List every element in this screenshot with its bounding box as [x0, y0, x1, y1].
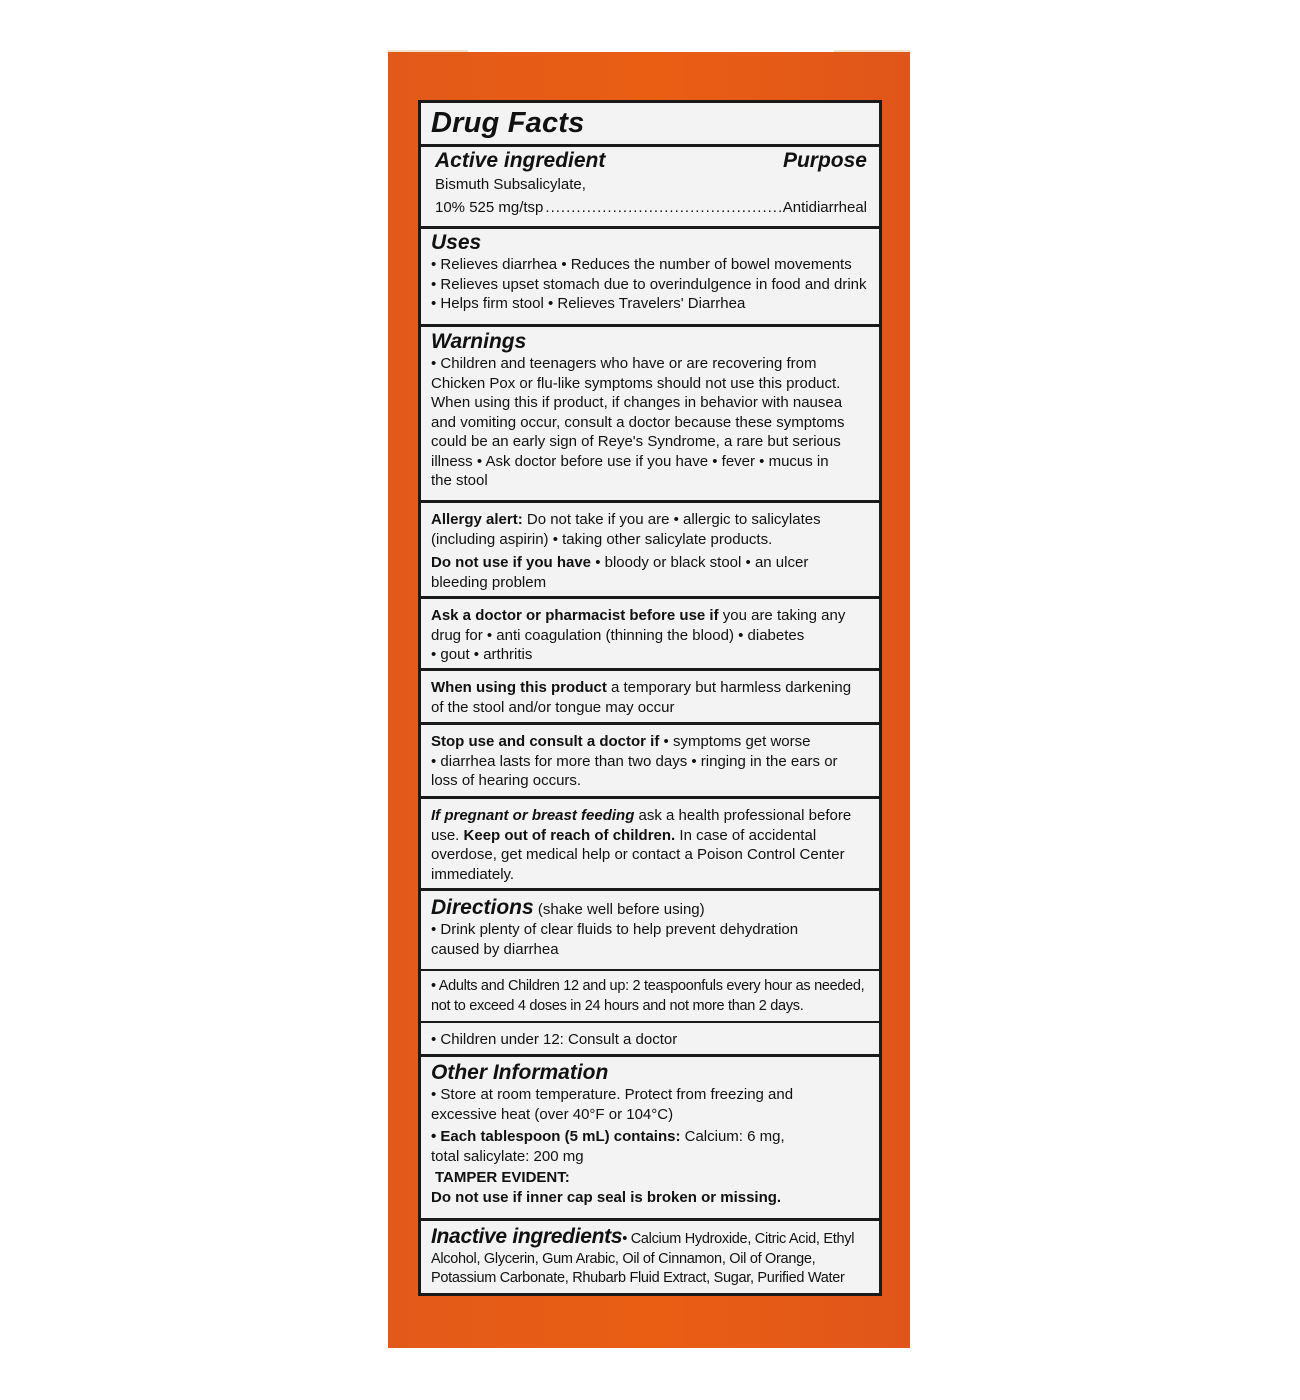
- warnings-line: Chicken Pox or flu-like symptoms should not use this product.: [431, 374, 841, 392]
- do-not-use-label: Do not use if you have: [431, 554, 592, 571]
- adults-dosage: • Adults and Children 12 and up: 2 teaspoonfuls every hour as needed,: [431, 978, 865, 994]
- uses-line: • Relieves diarrhea • Reduces the number of bowel movements: [431, 256, 852, 273]
- ask-doctor-text: • gout • arthritis: [431, 646, 533, 663]
- pregnant-text: overdose, get medical help or contact a Poison Control Center: [431, 846, 845, 863]
- purpose-heading: Purpose: [782, 149, 867, 172]
- children-dosage: • Children under 12: Consult a doctor: [431, 1031, 678, 1048]
- leader-dots: [545, 198, 780, 218]
- each-tablespoon-label: • Each tablespoon (5 mL) contains:: [431, 1128, 681, 1145]
- when-using-text: of the stool and/or tongue may occur: [431, 698, 675, 716]
- ask-doctor-text: you are taking any: [718, 607, 846, 624]
- uses-line: • Relieves upset stomach due to overindulgence in food and drink: [431, 275, 867, 293]
- keep-out-of-reach: Keep out of reach of children.: [463, 826, 676, 844]
- ingredient-name: Bismuth Subsalicylate,: [435, 176, 586, 193]
- directions-note: (shake well before using): [533, 901, 705, 918]
- other-information-heading: Other Information: [431, 1061, 609, 1084]
- warnings-line: could be an early sign of Reye's Syndrome, a rare but serious: [431, 433, 841, 450]
- allergy-text: Do not take if you are • allergic to salicylates: [522, 511, 821, 528]
- inactive-ingredients-text: • Calcium Hydroxide, Citric Acid, Ethyl: [622, 1231, 855, 1247]
- do-not-use-text: • bloody or black stool • an ulcer: [591, 554, 809, 571]
- adults-dosage: not to exceed 4 doses in 24 hours and not more than 2 days.: [431, 997, 804, 1014]
- allergy-section: [421, 503, 879, 599]
- storage-text: • Store at room temperature. Protect from freezing and: [431, 1086, 794, 1103]
- stop-use-label: Stop use and consult a doctor if: [431, 733, 660, 750]
- pregnant-text: use.: [431, 826, 464, 844]
- tamper-evident-label: TAMPER EVIDENT:: [435, 1169, 570, 1186]
- warnings-line: When using this if product, if changes in behavior with nausea: [431, 394, 843, 411]
- pregnant-text: immediately.: [431, 865, 515, 883]
- allergy-alert-label: Allergy alert:: [431, 511, 523, 528]
- purpose-value: Antidiarrheal: [782, 198, 867, 216]
- storage-text: excessive heat (over 40°F or 104°C): [431, 1105, 674, 1123]
- adults-dosage-section: [421, 971, 879, 1023]
- uses-section: [421, 229, 879, 327]
- active-ingredient-heading: Active ingredient: [435, 149, 606, 172]
- pregnant-section: [421, 799, 879, 891]
- stop-use-text: • diarrhea lasts for more than two days • ringing in the ears or: [431, 752, 838, 770]
- active-ingredient-section: [421, 147, 879, 229]
- salicylate-text: total salicylate: 200 mg: [431, 1147, 584, 1165]
- inactive-ingredients-section: [421, 1221, 879, 1293]
- pregnant-text: ask a health professional before: [634, 807, 852, 824]
- uses-line: • Helps firm stool • Relieves Travelers' Diarrhea: [431, 295, 746, 312]
- warnings-heading: Warnings: [431, 330, 527, 353]
- do-not-use-text: bleeding problem: [431, 573, 547, 591]
- each-tablespoon-text: Calcium: 6 mg,: [680, 1128, 785, 1145]
- drug-facts-label: [418, 100, 882, 1296]
- inactive-ingredients-text: Potassium Carbonate, Rhubarb Fluid Extract, Sugar, Purified Water: [431, 1270, 845, 1286]
- tamper-evident-text: Do not use if inner cap seal is broken or missing.: [431, 1188, 782, 1206]
- allergy-text: (including aspirin) • taking other salicylate products.: [431, 530, 773, 548]
- ask-doctor-section: [421, 599, 879, 671]
- warnings-line: illness • Ask doctor before use if you have • fever • mucus in: [431, 452, 829, 470]
- ask-doctor-label: Ask a doctor or pharmacist before use if: [431, 607, 719, 624]
- uses-heading: Uses: [431, 231, 482, 254]
- directions-section: [421, 891, 879, 971]
- drug-facts-header: [421, 103, 879, 147]
- warnings-line: • Children and teenagers who have or are recovering from: [431, 355, 817, 372]
- when-using-label: When using this product: [431, 679, 607, 696]
- drug-facts-title: Drug Facts: [431, 107, 585, 139]
- pregnant-text: In case of accidental: [675, 826, 817, 844]
- children-dosage-section: [421, 1023, 879, 1057]
- inactive-ingredients-heading: Inactive ingredients: [431, 1225, 623, 1248]
- directions-line: • Drink plenty of clear fluids to help prevent dehydration: [431, 921, 799, 938]
- warnings-line: the stool: [431, 472, 488, 489]
- inactive-ingredients-text: Alcohol, Glycerin, Gum Arabic, Oil of Cinnamon, Oil of Orange,: [431, 1250, 816, 1267]
- warnings-section: [421, 327, 879, 503]
- when-using-section: [421, 671, 879, 725]
- directions-line: caused by diarrhea: [431, 940, 559, 958]
- when-using-text: a temporary but harmless darkening: [606, 679, 852, 696]
- stop-use-section: [421, 725, 879, 799]
- pregnant-label: If pregnant or breast feeding: [431, 807, 635, 824]
- warnings-line: and vomiting occur, consult a doctor because these symptoms: [431, 413, 845, 431]
- stop-use-text: loss of hearing occurs.: [431, 772, 582, 789]
- directions-heading: Directions: [431, 896, 534, 919]
- stop-use-text: • symptoms get worse: [659, 733, 811, 750]
- ask-doctor-text: drug for • anti coagulation (thinning the blood) • diabetes: [431, 626, 805, 644]
- ingredient-strength: 10% 525 mg/tsp: [435, 198, 544, 216]
- other-information-section: [421, 1057, 879, 1221]
